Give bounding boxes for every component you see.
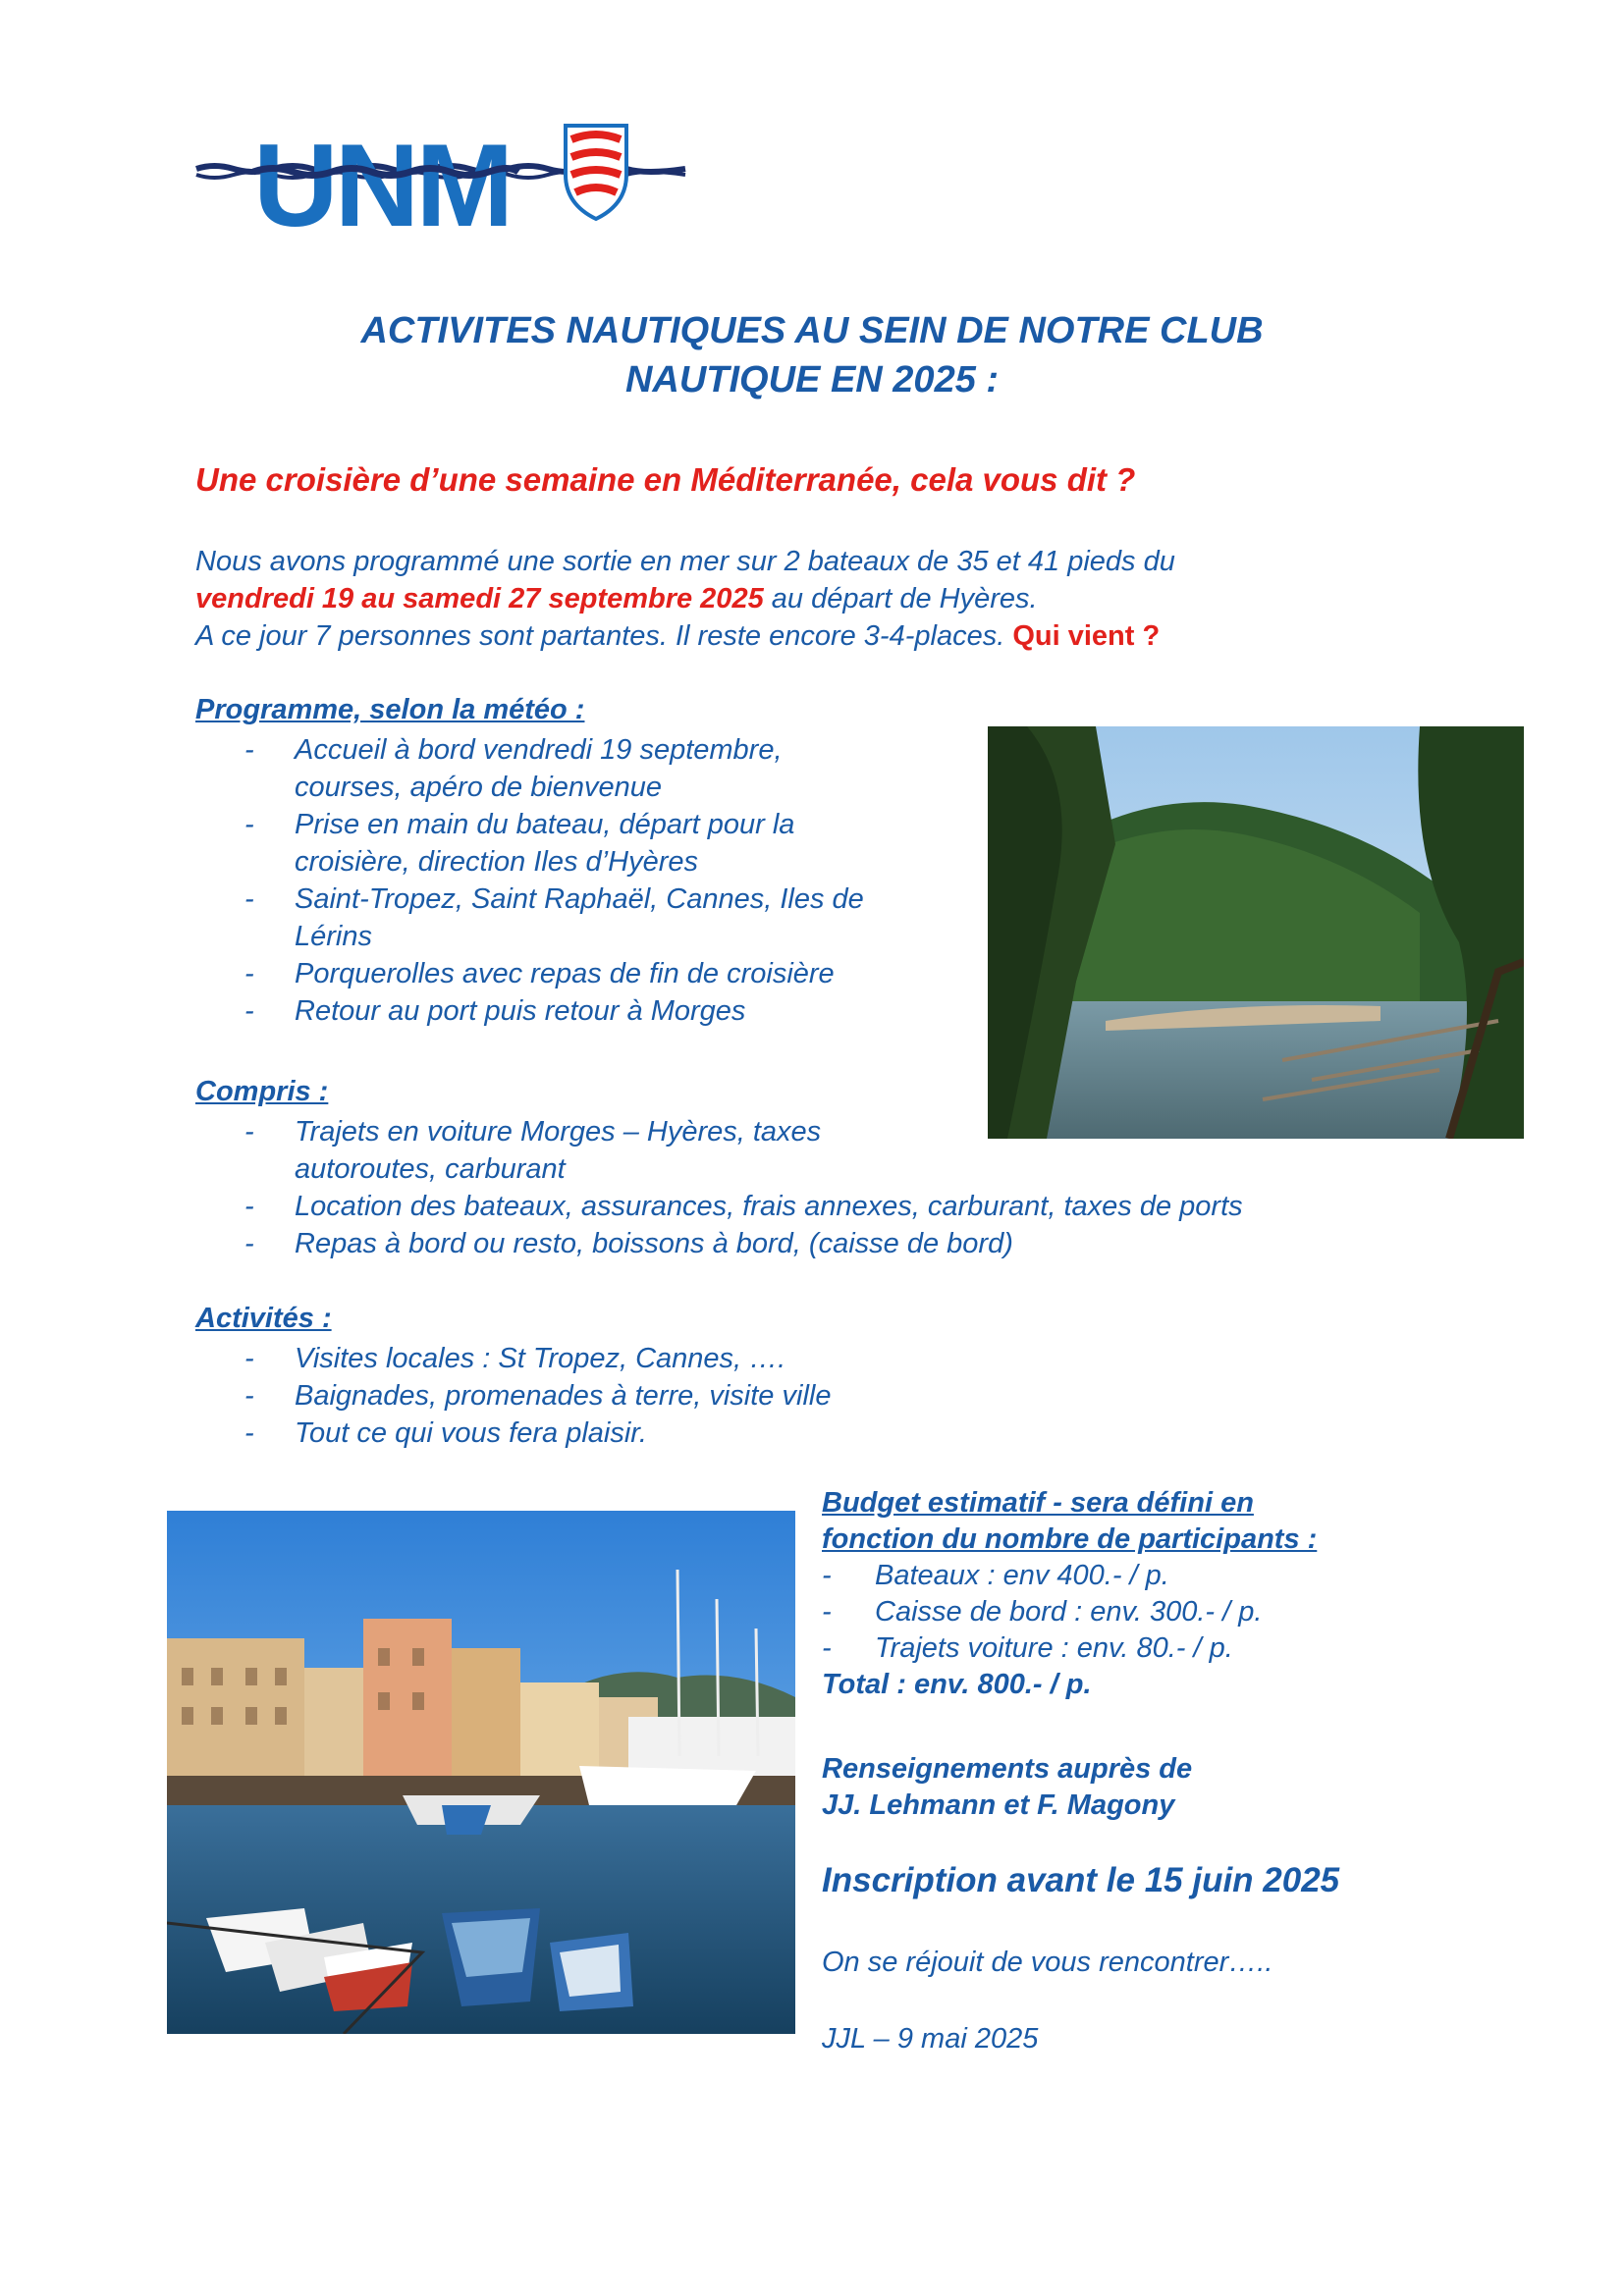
compris-list [195, 1113, 1243, 1262]
intro-who: Qui vient ? [1012, 620, 1161, 652]
programme-heading: Programme, selon la météo : [195, 694, 585, 725]
list-item-text: autoroutes, carburant [295, 1153, 566, 1185]
list-item [822, 1594, 1262, 1630]
list-item [195, 1377, 831, 1415]
activites-list [195, 1340, 831, 1452]
bullet-dash: - [244, 809, 254, 840]
list-item [195, 992, 864, 1030]
intro-dates: vendredi 19 au samedi 27 septembre 2025 [195, 583, 764, 614]
list-item-text: Bateaux : env 400.- / p. [875, 1560, 1169, 1591]
budget-list [822, 1558, 1262, 1667]
list-item [195, 881, 864, 955]
list-item [822, 1630, 1262, 1667]
list-item-text: croisière, direction Iles d’Hyères [295, 846, 698, 878]
list-item-text: courses, apéro de bienvenue [295, 772, 663, 803]
intro-line-3 [195, 617, 1160, 655]
list-item-text: Porquerolles avec repas de fin de croisière [295, 958, 835, 989]
list-item-text: Accueil à bord vendredi 19 septembre, [295, 734, 783, 766]
list-item-text: Tout ce qui vous fera plaisir. [295, 1417, 647, 1449]
intro-line-3-text: A ce jour 7 personnes sont partantes. Il reste encore 3-4-places. [195, 620, 1013, 652]
bullet-dash: - [244, 883, 254, 915]
list-item-text: Prise en main du bateau, départ pour la [295, 809, 795, 840]
list-item-text: Retour au port puis retour à Morges [295, 995, 746, 1027]
contact-line-1: Renseignements auprès de [822, 1753, 1193, 1785]
page-title [0, 306, 1624, 404]
list-item-text: Caisse de bord : env. 300.- / p. [875, 1596, 1263, 1628]
tagline: Une croisière d’une semaine en Méditerranée, cela vous dit ? [195, 461, 1136, 498]
bullet-dash: - [822, 1560, 832, 1591]
list-item [195, 731, 864, 806]
signature: JJL – 9 mai 2025 [822, 2023, 1039, 2055]
bullet-dash: - [822, 1632, 832, 1664]
bullet-dash: - [244, 995, 254, 1027]
bullet-dash: - [244, 1191, 254, 1222]
cove-photo [988, 726, 1524, 1139]
list-item-text: Visites locales : St Tropez, Cannes, …. [295, 1343, 786, 1374]
list-item-text: Location des bateaux, assurances, frais annexes, carburant, taxes de ports [295, 1191, 1243, 1222]
list-item [822, 1558, 1262, 1594]
bullet-dash: - [244, 1380, 254, 1412]
list-item [195, 806, 864, 881]
inscription-deadline: Inscription avant le 15 juin 2025 [822, 1861, 1340, 1899]
bullet-dash: - [244, 1343, 254, 1374]
list-item [195, 1225, 1243, 1262]
bullet-dash: - [822, 1596, 832, 1628]
list-item [195, 1340, 831, 1377]
list-item-text: Repas à bord ou resto, boissons à bord, (caisse de bord) [295, 1228, 1013, 1259]
budget-heading-1: Budget estimatif - sera défini en [822, 1487, 1254, 1519]
title-line-2: NAUTIQUE EN 2025 : [624, 359, 1000, 400]
bullet-dash: - [244, 958, 254, 989]
intro-line-1: Nous avons programmé une sortie en mer sur 2 bateaux de 35 et 41 pieds du [195, 546, 1175, 577]
intro-line-2 [195, 580, 1038, 617]
list-item-text: Lérins [295, 921, 372, 952]
harbour-photo [167, 1511, 795, 2034]
list-item [195, 1113, 1243, 1188]
budget-total: Total : env. 800.- / p. [822, 1669, 1092, 1700]
bullet-dash: - [244, 734, 254, 766]
intro-line-2-rest: au départ de Hyères. [763, 583, 1038, 614]
closing-text: On se réjouit de vous rencontrer….. [822, 1947, 1273, 1978]
bullet-dash: - [244, 1228, 254, 1259]
logo-text: UNM [253, 120, 511, 231]
list-item [195, 1415, 831, 1452]
programme-list [195, 731, 864, 1030]
activites-heading: Activités : [195, 1303, 332, 1334]
list-item-text: Baignades, promenades à terre, visite ville [295, 1380, 832, 1412]
list-item-text: Saint-Tropez, Saint Raphaël, Cannes, Iles de [295, 883, 864, 915]
bullet-dash: - [244, 1116, 254, 1148]
unm-logo [194, 118, 690, 231]
budget-heading-2: fonction du nombre de participants : [822, 1523, 1318, 1555]
compris-heading: Compris : [195, 1076, 329, 1107]
contact-line-2: JJ. Lehmann et F. Magony [822, 1789, 1175, 1821]
list-item-text: Trajets voiture : env. 80.- / p. [875, 1632, 1233, 1664]
list-item-text: Trajets en voiture Morges – Hyères, taxes [295, 1116, 822, 1148]
bullet-dash: - [244, 1417, 254, 1449]
title-line-1: ACTIVITES NAUTIQUES AU SEIN DE NOTRE CLUB [360, 310, 1264, 351]
list-item [195, 1188, 1243, 1225]
list-item [195, 955, 864, 992]
